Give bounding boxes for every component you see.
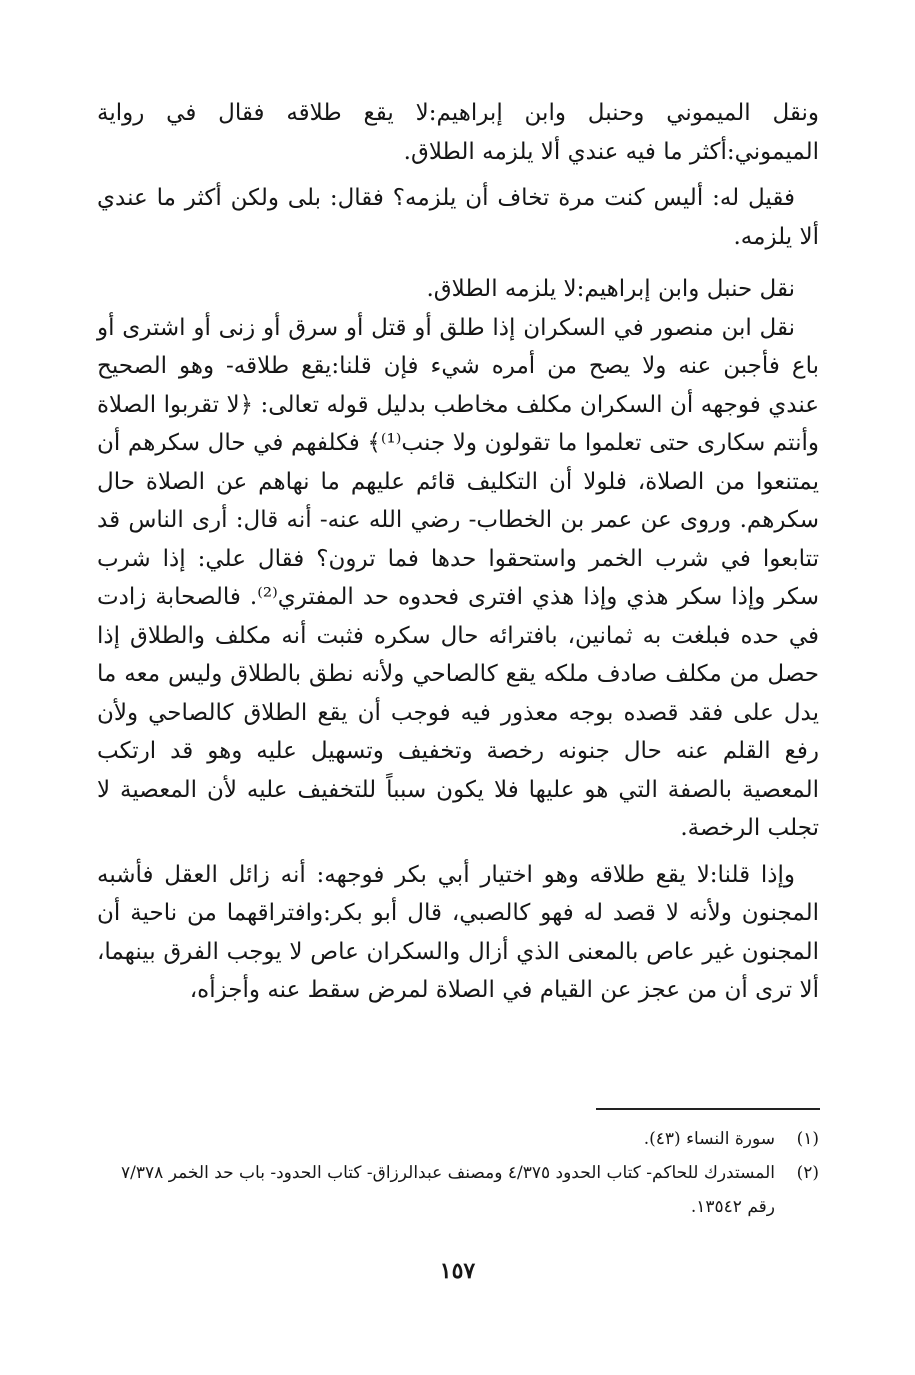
footnote-number: (٢) — [796, 1163, 819, 1183]
footnote-2 — [97, 1156, 819, 1224]
footnote-text: المستدرك للحاكم- كتاب الحدود ٤/٣٧٥ ومصنف عبدالرزاق- كتاب الحدود- باب حد الخمر ٧/٣٧٨ رقم ١٣٥٤٢. — [121, 1163, 775, 1217]
paragraph-4: نقل ابن منصور في السكران إذا طلق أو قتل أو سرق أو زنى أو اشترى أو باع فأجبن عنه ولا يصح من أمره شيء فإن قلنا:يقع طلاقه- وهو الصحيح عندي فوجهه أن السكران مكلف مخاطب بدليل قوله تعالى: ﴿لا تقربوا الصلاة وأنتم سكارى حتى تعلموا ما تقولون ولا جنب⁽¹⁾﴾ فكلفهم في حال سكرهم أن يمتنعوا من الصلاة، فلولا أن التكليف قائم عليهم ما نهاهم عن الصلاة حال سكرهم. وروى عن عمر بن الخطاب- رضي الله عنه- أنه قال: أرى الناس قد تتابعوا في شرب الخمر واستحقوا حدها فما ترون؟ فقال علي: إذا شرب سكر وإذا سكر هذي وإذا هذي افترى فحدوه حد المفتري⁽²⁾. فالصحابة زادت في حده فبلغت به ثمانين، بافترائه حال سكره فثبت أنه مكلف والطلاق إذا حصل من مكلف صادف ملكه يقع كالصاحي ولأنه نطق بالطلاق وليس معه ما يدل على فقد قصده بوجه معذور فيه فوجب أن يقع الطلاق كالصاحي ولأن رفع القلم عنه حال جنونه رخصة وتخفيف وتسهيل عليه وهو قد ارتكب المعصية بالصفة التي هو عليها فلا يكون سبباً للتخفيف عليه لأن المعصية لا تجلب الرخصة. — [97, 314, 819, 841]
footnote-number: (١) — [796, 1129, 819, 1149]
footnote-separator — [596, 1108, 820, 1110]
paragraph-5: وإذا قلنا:لا يقع طلاقه وهو اختيار أبي بكر فوجهه: أنه زائل العقل فأشبه المجنون ولأنه لا قصد له فهو كالصبي، قال أبو بكر:وافتراقهما من ناحية أن المجنون غير عاص بالمعنى الذي أزال والسكران عاص لا يوجب الفرق بينهما، ألا ترى أن من عجز عن القيام في الصلاة لمرض سقط عنه وأجزأه، — [97, 861, 819, 1003]
body-text — [97, 94, 819, 1010]
footnotes — [97, 1122, 819, 1224]
footnote-1 — [97, 1122, 819, 1156]
footnote-text: سورة النساء (٤٣). — [643, 1129, 775, 1149]
paragraph-2: فقيل له: أليس كنت مرة تخاف أن يلزمه؟ فقال: بلى ولكن أكثر ما عندي ألا يلزمه. — [97, 185, 819, 250]
page-number: ١٥٧ — [439, 1258, 476, 1284]
paragraph-3: نقل حنبل وابن إبراهيم:لا يلزمه الطلاق. — [426, 276, 795, 302]
paragraph-1: ونقل الميموني وحنبل وابن إبراهيم:لا يقع طلاقه فقال في رواية الميموني:أكثر ما فيه عندي ألا يلزمه الطلاق. — [97, 100, 819, 165]
